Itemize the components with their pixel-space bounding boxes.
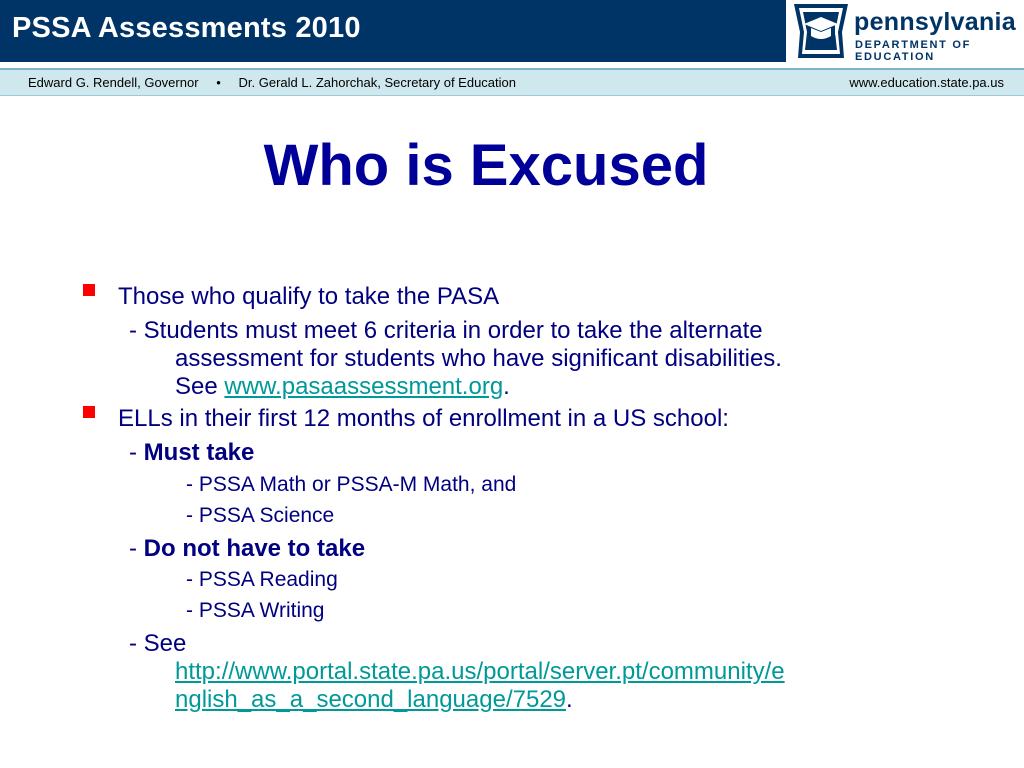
separator-dot: • xyxy=(216,75,221,90)
dash-prefix: - xyxy=(129,439,144,466)
do-not-take-label: Do not have to take xyxy=(143,535,366,562)
must-take-math: - PSSA Math or PSSA-M Math, and xyxy=(186,473,517,496)
not-take-writing: - PSSA Writing xyxy=(186,599,325,622)
bullet-square-icon xyxy=(83,284,95,296)
bullet-item-ells: ELLs in their first 12 months of enrollment in a US school: xyxy=(118,405,729,432)
do-not-take-heading xyxy=(129,535,365,563)
pasa-see-line xyxy=(175,373,510,401)
secretary-text: Dr. Gerald L. Zahorchak, Secretary of Education xyxy=(238,75,516,90)
pasa-assessment-link[interactable]: www.pasaassessment.org xyxy=(224,373,504,400)
dash-prefix: - xyxy=(129,535,144,562)
must-take-science: - PSSA Science xyxy=(186,504,335,527)
pasa-criteria-line: - Students must meet 6 criteria in order to take the alternate xyxy=(129,317,763,344)
website-text[interactable]: www.education.state.pa.us xyxy=(849,75,1004,90)
logo-subtitle: DEPARTMENT OF EDUCATION xyxy=(855,39,972,63)
bullet-item-pasa: Those who qualify to take the PASA xyxy=(118,283,500,310)
logo-wordmark: pennsylvania xyxy=(854,8,1016,36)
bullet-square-icon xyxy=(83,406,95,418)
must-take-label: Must take xyxy=(143,439,255,466)
header-title: PSSA Assessments 2010 xyxy=(12,12,361,44)
see-label: See xyxy=(175,373,225,400)
not-take-reading: - PSSA Reading xyxy=(186,568,338,591)
see-line: - See xyxy=(129,630,187,657)
ell-portal-link-cont[interactable]: nglish_as_a_second_language/7529 xyxy=(175,686,567,713)
pasa-criteria-line-2: assessment for students who have significant disabilities. xyxy=(175,345,782,372)
ell-link-line-2 xyxy=(175,686,573,714)
ell-link-line-1 xyxy=(175,658,785,686)
governor-text: Edward G. Rendell, Governor xyxy=(28,75,199,90)
period: . xyxy=(566,686,573,713)
must-take-heading xyxy=(129,439,254,467)
slide-title: Who is Excused xyxy=(263,133,709,198)
ell-portal-link[interactable]: http://www.portal.state.pa.us/portal/server.pt/community/e xyxy=(175,658,785,685)
period: . xyxy=(503,373,510,400)
